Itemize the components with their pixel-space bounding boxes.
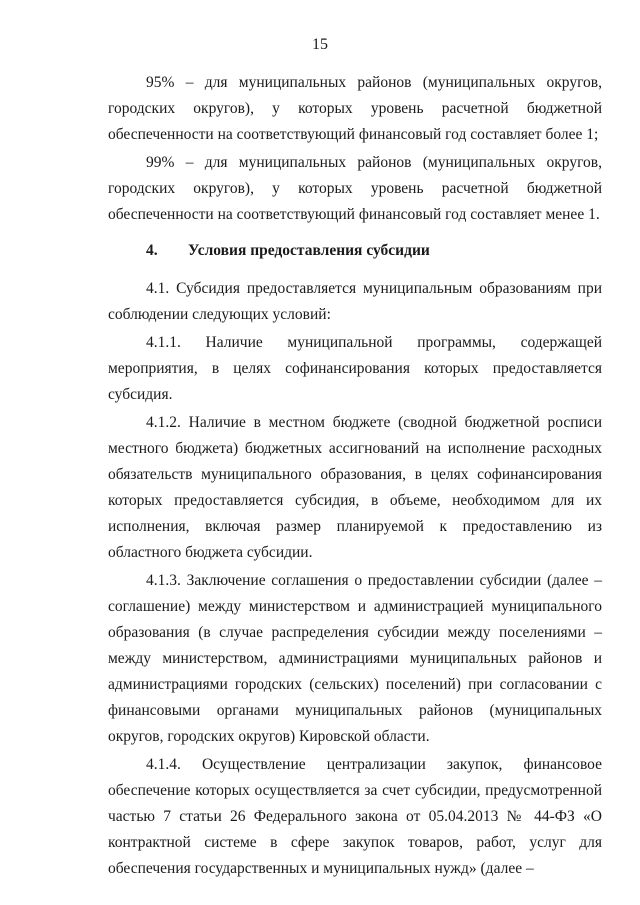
paragraph-4-1-4: 4.1.4. Осуществление централизации закупок, финансовое обеспечение которых осуществляется за счет субсидии, предусмотренной частью 7 статьи 26 Федерального закона от 05.04.2013 № 44-ФЗ «О контрактной системе в сфере закупок товаров, работ, услуг для обеспечения государственных и муниципальных нужд» (далее – xyxy=(108,756,602,877)
section-number: 4. xyxy=(146,242,158,259)
paragraph-95-percent: 95% – для муниципальных районов (муниципальных округов, городских округов), у которых уровень расчетной бюджетной обеспеченности на соответствующий финансовый год составляет более 1; xyxy=(108,74,602,143)
paragraph-4-1-1: 4.1.1. Наличие муниципальной программы, содержащей мероприятия, в целях софинансирования которых предоставляется субсидия. xyxy=(108,334,602,403)
paragraph-4-1-3: 4.1.3. Заключение соглашения о предоставлении субсидии (далее – соглашение) между министерством и администрацией муниципального образования (в случае распределения субсидии между поселениями – между министерством, администрациями муниципальных районов и администрациями городских (сельских) поселений) при согласовании с финансовыми органами муниципальных районов (муниципальных округов, городских округов) Кировской области. xyxy=(108,572,602,745)
section-heading xyxy=(108,238,602,264)
document-body xyxy=(108,70,602,884)
section-title: Условия предоставления субсидии xyxy=(188,242,430,259)
paragraph-4-1-2: 4.1.2. Наличие в местном бюджете (сводной бюджетной росписи местного бюджета) бюджетных ассигнований на исполнение расходных обязательств муниципального образования, в целях софинансирования которых предоставляется субсидия, в объеме, необходимом для их исполнения, включая размер планируемой к предоставлению из областного бюджета субсидии. xyxy=(108,414,602,561)
page-number: 15 xyxy=(312,36,328,53)
paragraph-4-1: 4.1. Субсидия предоставляется муниципальным образованиям при соблюдении следующих условий: xyxy=(108,280,602,323)
paragraph-99-percent: 99% – для муниципальных районов (муниципальных округов, городских округов), у которых уровень расчетной бюджетной обеспеченности на соответствующий финансовый год составляет менее 1. xyxy=(108,154,602,223)
